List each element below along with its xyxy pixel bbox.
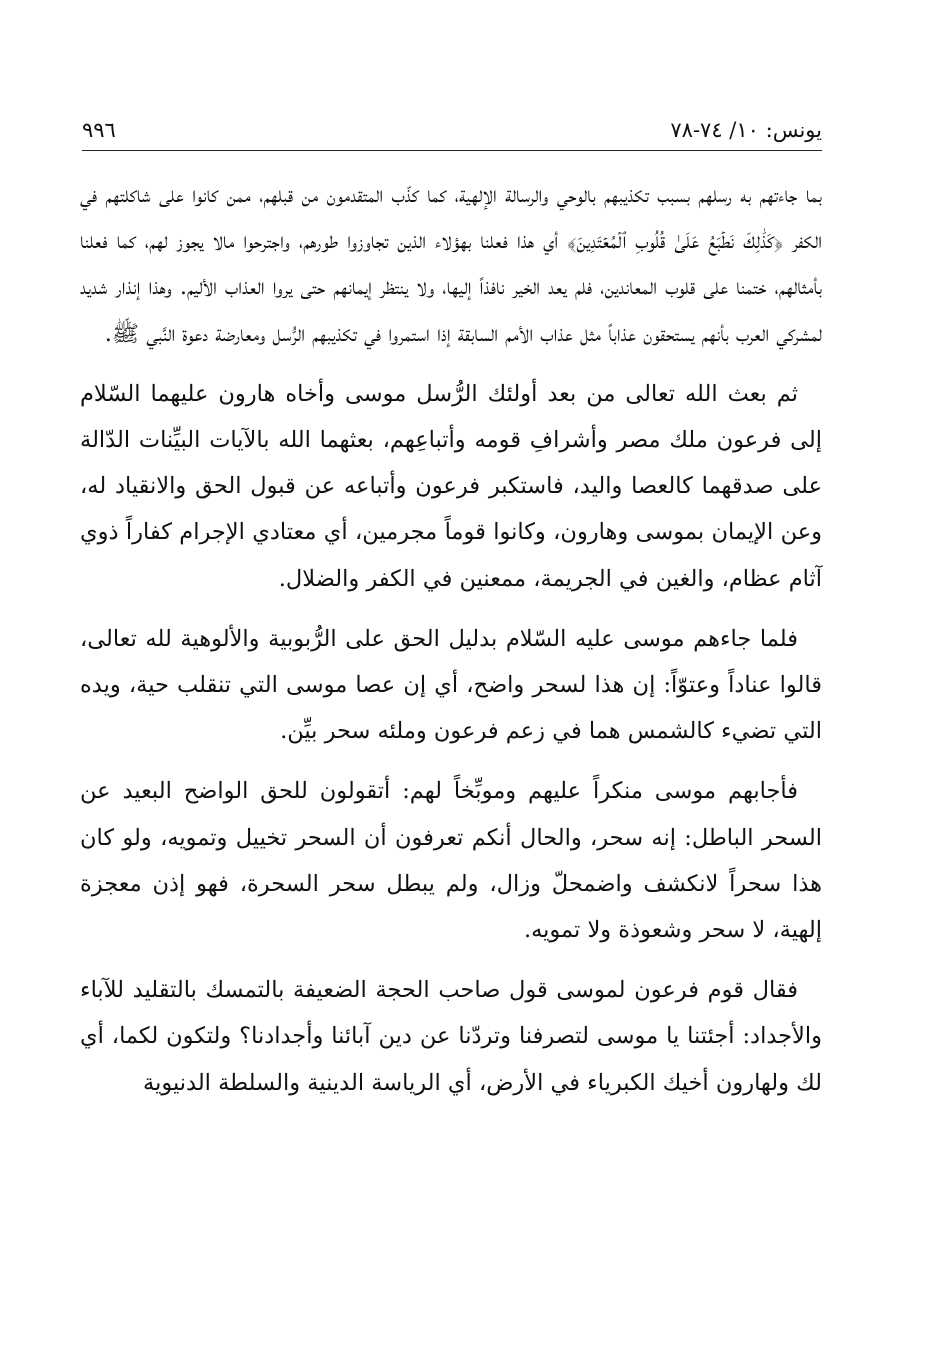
- page-body: [80, 172, 822, 1120]
- page-number: ٩٩٦: [82, 118, 116, 142]
- paragraph-4: فأجابهم موسى منكراً عليهم وموبِّخاً لهم: أتقولون للحق الواضح البعيد عن السحر الباطل: إنه سحر، والحال أنكم تعرفون أن السحر تخييل وتمويه، ولو كان هذا سحراً لانكشف واضمحلّ وزال، ولم يبطل سحر السحرة، فهو إذن معجزة إلهية، لا سحر وشعوذة ولا تمويه.: [80, 778, 822, 944]
- paragraph-2: ثم بعث الله تعالى من بعد أولئك الرُّسل موسى وأخاه هارون عليهما السّلام إلى فرعون ملك مصر وأشرافِ قومه وأتباعِهم، بعثهما الله بالآيات البيِّنات الدّالة على صدقهما كالعصا واليد، فاستكبر فرعون وأتباعه عن قبول الحق والانقياد له، وعن الإيمان بموسى وهارون، وكانوا قوماً مجرمين، أي معتادي الإجرام كفاراً ذوي آثام عظام، والغين في الجريمة، ممعنين في الكفر والضلال.: [80, 380, 822, 592]
- page-header: [82, 112, 822, 148]
- paragraph-5: فقال قوم فرعون لموسى قول صاحب الحجة الضعيفة بالتمسك بالتقليد للآباء والأجداد: أجئتنا يا موسى لتصرفنا وتردّنا عن دين آبائنا وأجدادنا؟ ولتكون لكما، أي لك ولهارون أخيك الكبرياء في الأرض، أي الرياسة الدينية والسلطة الدنيوية: [80, 977, 822, 1096]
- paragraph-1: بما جاءتهم به رسلهم بسبب تكذيبهم بالوحي والرسالة الإلهية، كما كذّب المتقدمون من قبلهم، ممن كانوا على شاكلتهم في الكفر ﴿كَذَٰلِكَ نَطۡبَعُ عَلَىٰ قُلُوبِ ٱلۡمُعۡتَدِينَ﴾ أي هذا فعلنا بهؤلاء الذين تجاوزوا طورهم، واجترحوا مالا يجوز لهم، كما فعلنا بأمثالهم، ختمنا على قلوب المعاندين، فلم يعد الخير نافذاً إليها، ولا ينتظر إيمانهم حتى يروا العذاب الأليم. وهذا إنذار شديد لمشركي العرب بأنهم يستحقون عذاباً مثل عذاب الأمم السابقة إذا استمروا في تكذيبهم الرُّسل ومعارضة دعوة النَّبي ﷺ.: [80, 182, 822, 347]
- running-title: يونس: ١٠/ ٧٤-٧٨: [670, 118, 822, 142]
- paragraph-3: فلما جاءهم موسى عليه السّلام بدليل الحق على الرُّبوبية والألوهية لله تعالى، قالوا عناداً وعتوّاً: إن هذا لسحر واضح، أي إن عصا موسى التي تنقلب حية، ويده التي تضيء كالشمس هما في زعم فرعون وملئه سحر بيِّن.: [80, 625, 822, 745]
- header-divider: [82, 150, 822, 151]
